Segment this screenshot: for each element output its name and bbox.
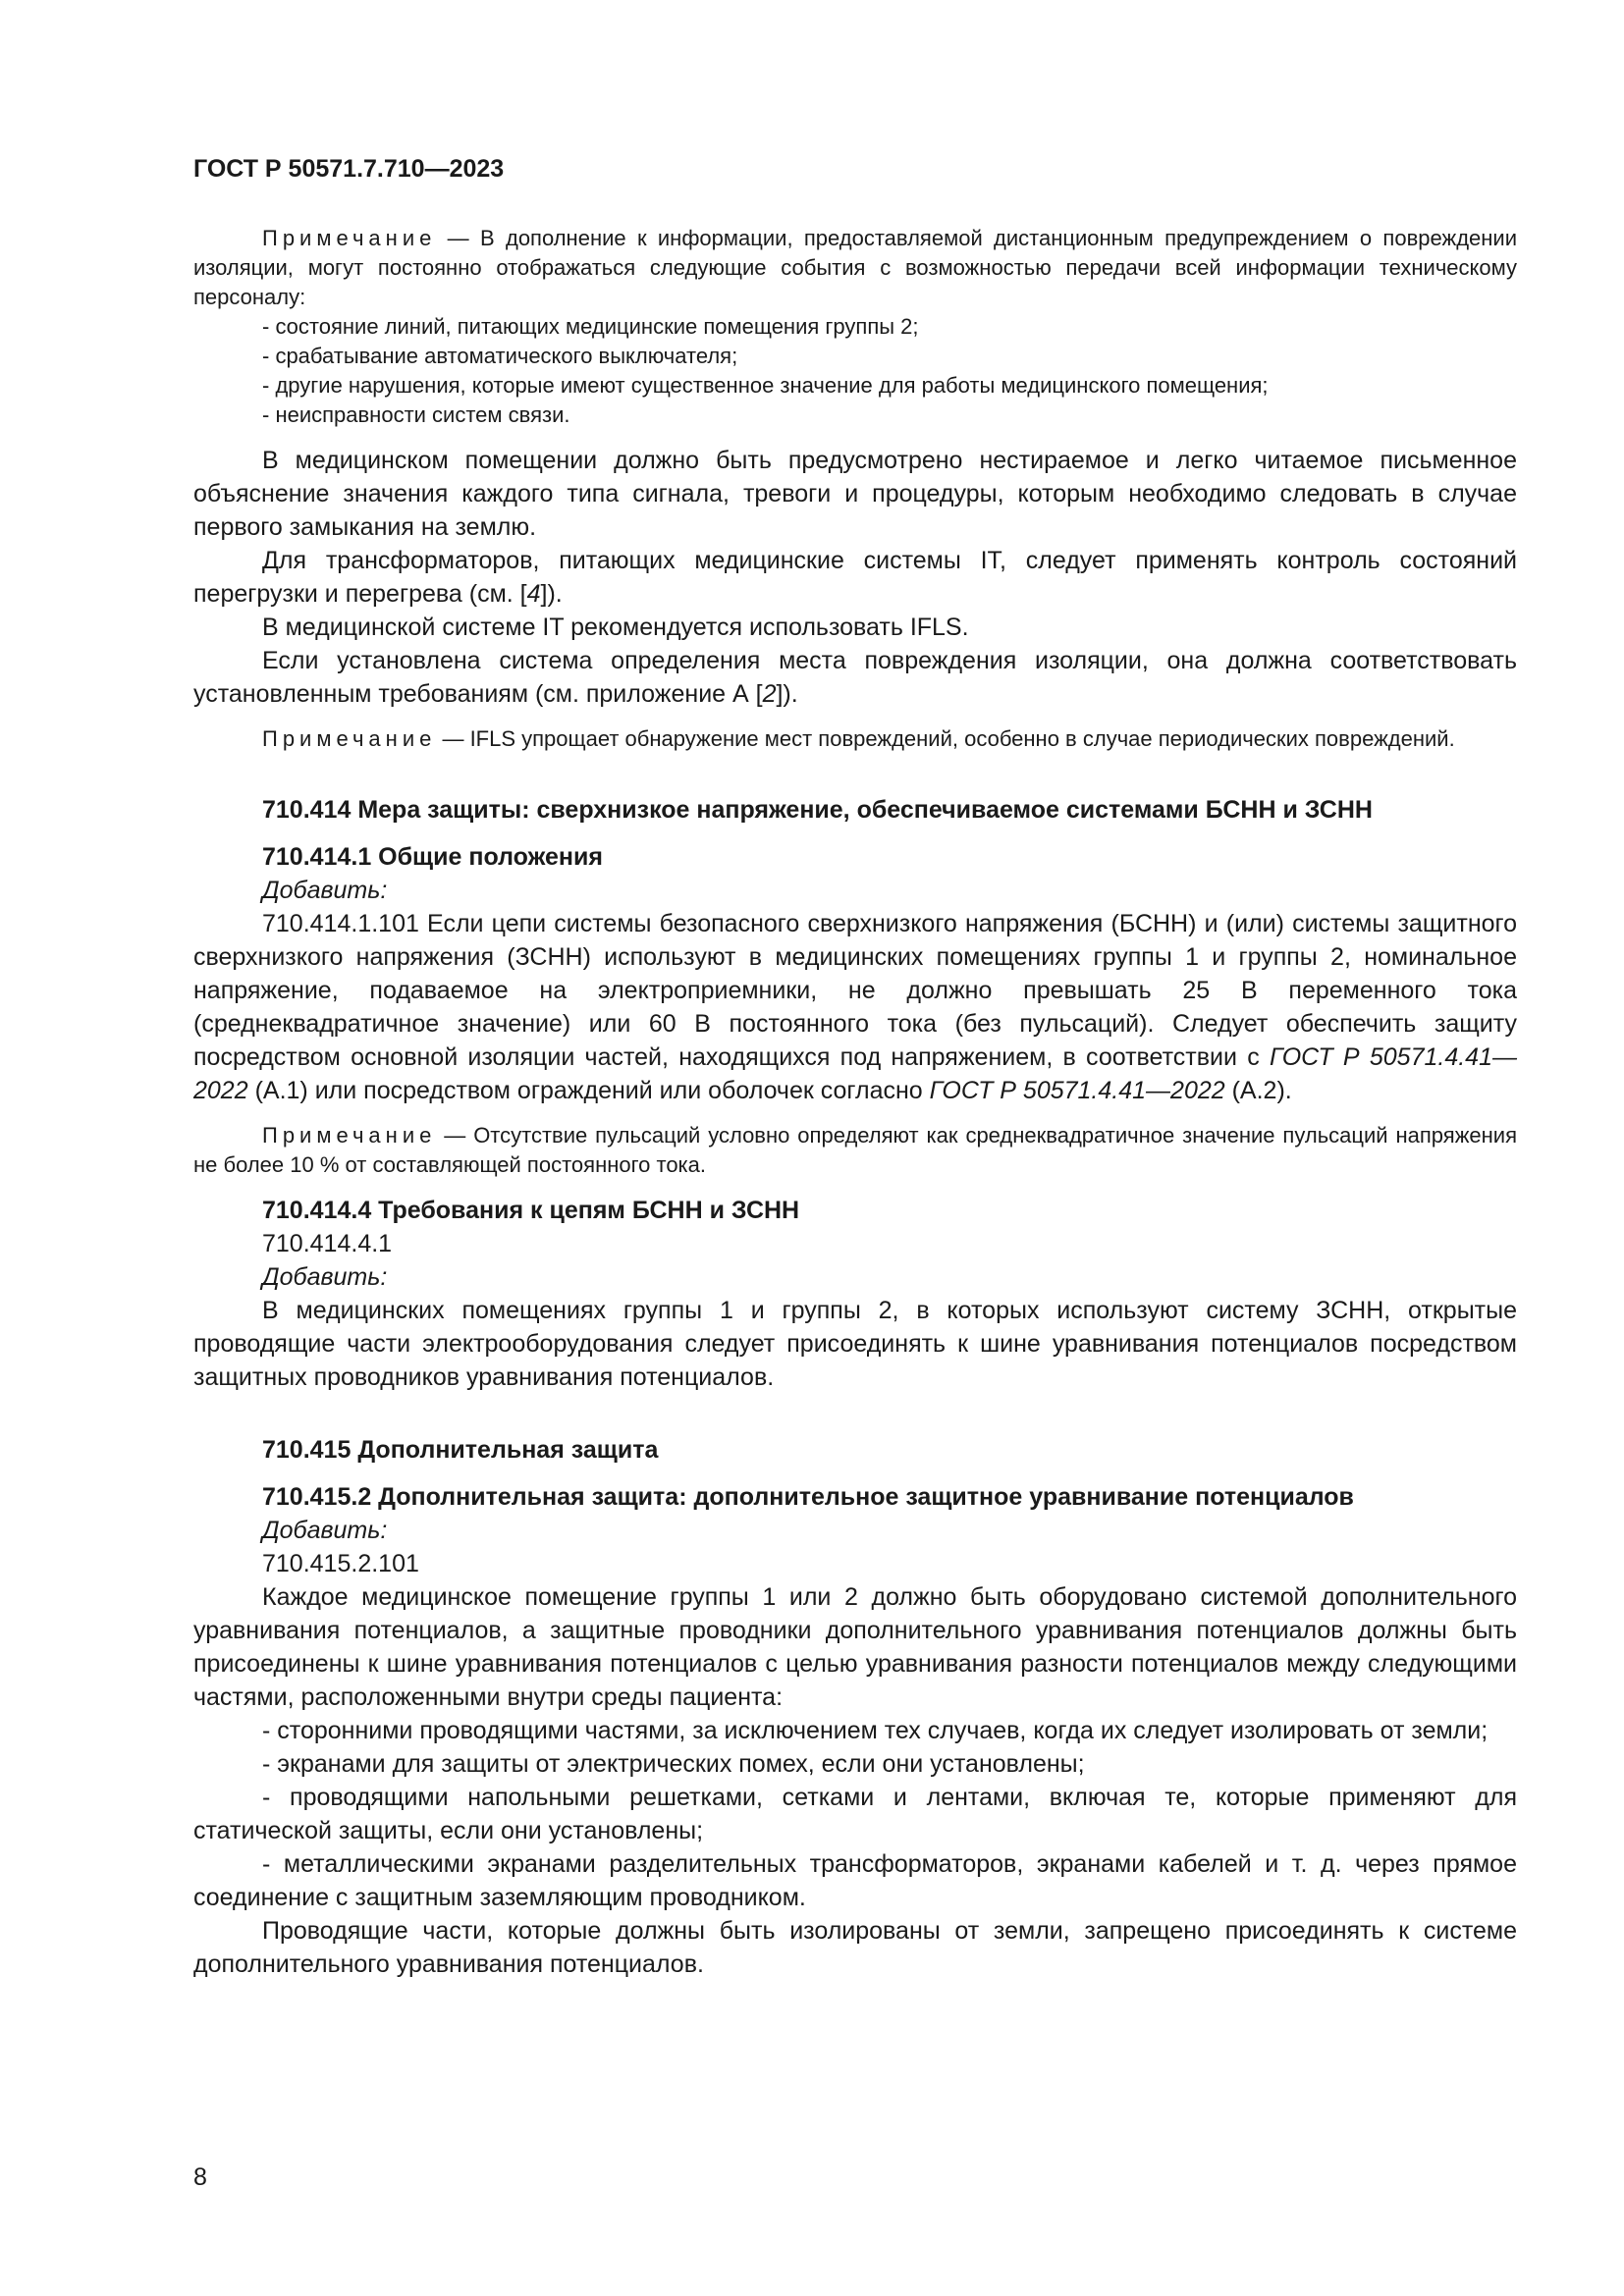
paragraph-ifls: В медицинской системе IT рекомендуется использовать IFLS. [262, 614, 969, 641]
page-number: 8 [193, 2163, 207, 2191]
section-heading-710-415: 710.415 Дополнительная защита [262, 1436, 659, 1464]
paragraph-710-414-4-1: В медицинских помещениях группы 1 и группы 2, в которых используют систему ЗСНН, открытые проводящие части электрооборудования следует присоединять к шине уравнивания потенциалов посредством защитных проводников уравнивания потенциалов. [193, 1297, 1517, 1391]
subsection-number: 710.415.2.101 [262, 1550, 419, 1577]
section-heading-710-414-1: 710.414.1 Общие положения [262, 843, 603, 871]
list-item: - проводящими напольными решетками, сетками и лентами, включая те, которые применяют для статической защиты, если они установлены; [193, 1784, 1517, 1844]
add-marker: Добавить: [262, 877, 388, 904]
list-item: - сторонними проводящими частями, за исключением тех случаев, когда их следует изолировать от земли; [262, 1717, 1489, 1744]
note-label: Примечание [262, 1123, 437, 1148]
paragraph-710-414-1-101: 710.414.1.101 Если цепи системы безопасного сверхнизкого напряжения (БСНН) и (или) системы защитного сверхнизкого напряжения (ЗСНН) используют в медицинских помещениях группы 1 и группы 2, номинальное напряжение, подаваемое на электроприемники, не должно превышать 25 В переменного тока (среднеквадратичное значение) или 60 В постоянного тока (без пульсаций). Следует обеспечить защиту посредством основной изоляции частей, находящихся под напряжением, в соответствии с ГОСТ Р 50571.4.41—2022 (А.1) или посредством ограждений или оболочек согласно ГОСТ Р 50571.4.41—2022 (А.2). [193, 910, 1517, 1104]
page-body [193, 224, 1517, 1981]
note-1-text: — В дополнение к информации, предоставляемой дистанционным предупреждением о повреждении изоляции, могут постоянно отображаться следующие события с возможностью передачи всей информации техническому персоналу: [193, 226, 1517, 309]
paragraph-explanation: В медицинском помещении должно быть предусмотрено нестираемое и легко читаемое письменное объяснение значения каждого типа сигнала, тревоги и процедуры, которым необходимо следовать в случае первого замыкания на землю. [193, 447, 1517, 541]
section-heading-710-414: 710.414 Мера защиты: сверхнизкое напряжение, обеспечиваемое системами БСНН и ЗСНН [262, 796, 1373, 824]
list-item: - металлическими экранами разделительных трансформаторов, экранами кабелей и т. д. через прямое соединение с защитным заземляющим проводником. [193, 1850, 1517, 1911]
list-item: - экранами для защиты от электрических помех, если они установлены; [262, 1750, 1085, 1778]
list-item: - другие нарушения, которые имеют существенное значение для работы медицинского помещения; [262, 373, 1269, 398]
section-heading-710-415-2: 710.415.2 Дополнительная защита: дополнительное защитное уравнивание потенциалов [262, 1483, 1354, 1511]
document-code: ГОСТ Р 50571.7.710—2023 [193, 155, 505, 183]
note-3: Примечание — Отсутствие пульсаций условно определяют как среднеквадратичное значение пульсаций напряжения не более 10 % от составляющей постоянного тока. [193, 1123, 1517, 1177]
add-marker: Добавить: [262, 1517, 388, 1544]
paragraph-location-system: Если установлена система определения места повреждения изоляции, она должна соответствовать установленным требованиям (см. приложение А [2]). [193, 647, 1517, 708]
standard-reference: ГОСТ Р 50571.4.41—2022 [929, 1077, 1225, 1104]
section-heading-710-414-4: 710.414.4 Требования к цепям БСНН и ЗСНН [262, 1197, 800, 1224]
standard-reference: ГОСТ Р 50571.4.41—2022 [193, 1043, 1517, 1104]
reference-link: 2 [762, 680, 777, 708]
list-item: - неисправности систем связи. [262, 402, 570, 427]
list-item: - срабатывание автоматического выключателя; [262, 344, 738, 368]
paragraph-transformers: Для трансформаторов, питающих медицинские системы IT, следует применять контроль состояний перегрузки и перегрева (см. [4]). [193, 547, 1517, 608]
reference-link: 4 [526, 580, 541, 608]
subsection-number: 710.414.4.1 [262, 1230, 393, 1257]
note-1-list [193, 312, 1517, 430]
add-marker: Добавить: [262, 1263, 388, 1291]
paragraph-710-415-2-101: Каждое медицинское помещение группы 1 или 2 должно быть оборудовано системой дополнительного уравнивания потенциалов, а защитные проводники дополнительного уравнивания потенциалов должны быть присоединены к шине уравнивания потенциалов с целью уравнивания разности потенциалов между следующими частями, расположенными внутри среды пациента: [193, 1583, 1517, 1711]
note-1 [193, 224, 1517, 312]
note-2: Примечание — IFLS упрощает обнаружение мест повреждений, особенно в случае периодических повреждений. [262, 726, 1455, 751]
list-item: - состояние линий, питающих медицинские помещения группы 2; [262, 314, 919, 339]
note-label: Примечание [262, 226, 437, 250]
note-label: Примечание [262, 726, 437, 751]
paragraph-isolated-parts: Проводящие части, которые должны быть изолированы от земли, запрещено присоединять к системе дополнительного уравнивания потенциалов. [193, 1917, 1517, 1978]
